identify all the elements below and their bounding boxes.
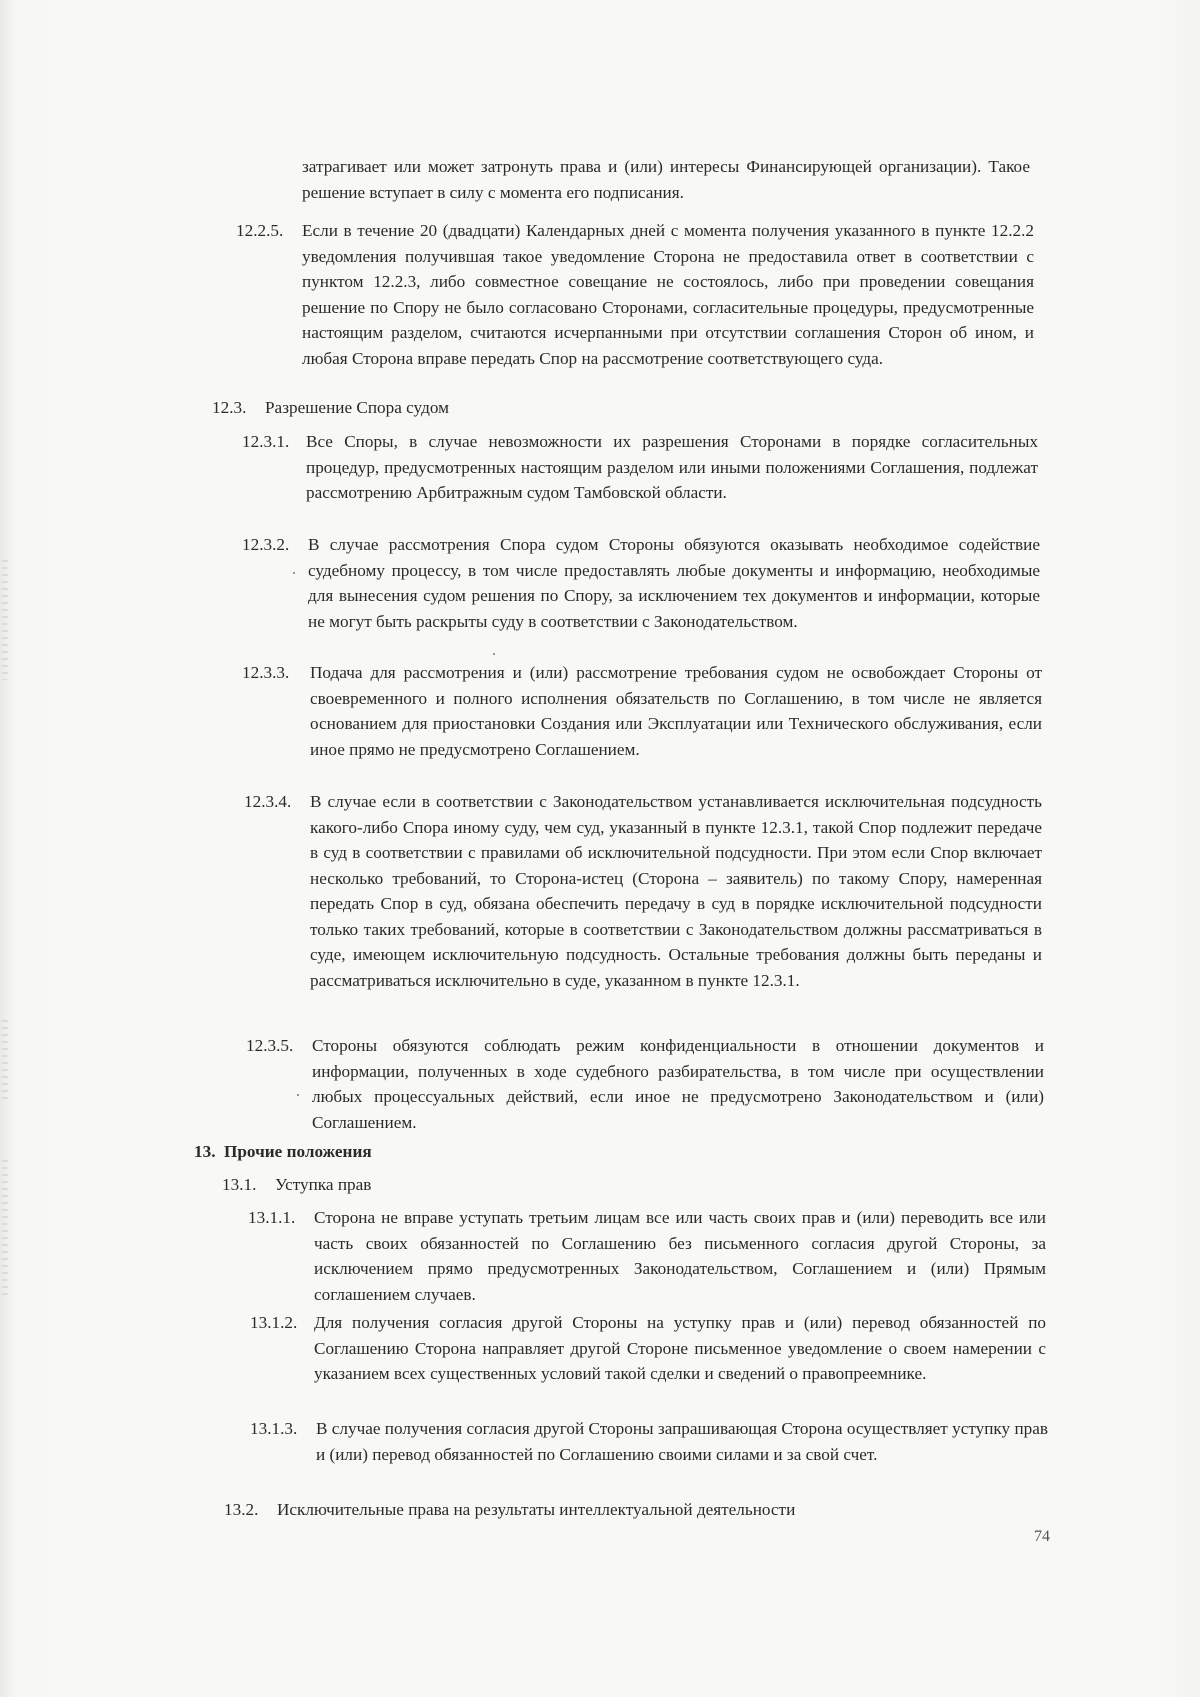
scan-dot	[297, 1094, 299, 1096]
clause-number-12-2-5: 12.2.5.	[236, 221, 284, 240]
clause-text-13-1-1: Сторона не вправе уступать третьим лицам все или часть своих прав и (или) переводить все или часть своих обязанностей по Соглашению без письменного согласия другой Стороны, за исключением прямо предусмотренных Законодательством, Соглашением и (или) Прямым соглашением случаев.	[314, 1208, 1046, 1304]
clause-number-13-1-2: 13.1.2.	[250, 1313, 298, 1332]
clause-text-12-3-2: В случае рассмотрения Спора судом Стороны обязуются оказывать необходимое содействие судебному процессу, в том числе предоставлять любые документы и информацию, необходимые для вынесения судом решения по Спору, за исключением тех документов и информации, которые не могут быть раскрыты суду в соответствии с Законодательством.	[308, 535, 1040, 631]
section-number-12-3: 12.3.	[212, 398, 247, 417]
scan-dot	[493, 653, 495, 655]
section-title-12-3: Разрешение Спора судом	[265, 398, 449, 417]
clause-number-13-1-1: 13.1.1.	[248, 1208, 296, 1227]
section-title-13: Прочие положения	[224, 1142, 372, 1161]
clause-number-12-3-3: 12.3.3.	[242, 663, 290, 682]
clause-number-13-1-3: 13.1.3.	[250, 1419, 298, 1438]
clause-number-12-3-1: 12.3.1.	[242, 432, 290, 451]
scan-edge-artifact	[2, 1020, 8, 1100]
scan-edge-artifact	[2, 1160, 8, 1300]
continuation-paragraph: затрагивает или может затронуть права и (или) интересы Финансирующей организации). Такое решение вступает в силу с момента его подписания.	[302, 157, 1030, 202]
clause-text-12-3-3: Подача для рассмотрения и (или) рассмотрение требования судом не освобождает Стороны от своевременного и полного исполнения обязательств по Соглашению, в том числе не является основанием для приостановки Создания или Эксплуатации или Технического обслуживания, если иное прямо не предусмотрено Соглашением.	[310, 663, 1042, 759]
clause-text-13-1-3: В случае получения согласия другой Стороны запрашивающая Сторона осуществляет уступку прав и (или) перевод обязанностей по Соглашению своими силами и за свой счет.	[316, 1419, 1048, 1464]
page-number: 74	[1034, 1528, 1050, 1545]
section-number-13: 13.	[194, 1142, 216, 1161]
section-number-13-2: 13.2.	[224, 1500, 259, 1519]
section-title-13-2: Исключительные права на результаты интеллектуальной деятельности	[277, 1500, 796, 1519]
scan-edge-artifact	[2, 560, 8, 680]
clause-text-12-3-1: Все Споры, в случае невозможности их разрешения Сторонами в порядке согласительных процедур, предусмотренных настоящим разделом или иными положениями Соглашения, подлежат рассмотрению Арбитражным судом Тамбовской области.	[306, 432, 1038, 502]
scan-dot	[293, 572, 295, 574]
clause-number-12-3-2: 12.3.2.	[242, 535, 290, 554]
clause-text-13-1-2: Для получения согласия другой Стороны на уступку прав и (или) перевод обязанностей по Соглашению Сторона направляет другой Стороне письменное уведомление о своем намерении с указанием всех существенных условий такой сделки и сведений о правопреемнике.	[314, 1313, 1046, 1383]
section-title-13-1: Уступка прав	[275, 1175, 372, 1194]
clause-number-12-3-5: 12.3.5.	[246, 1036, 294, 1055]
clause-text-12-3-4: В случае если в соответствии с Законодательством устанавливается исключительная подсудность какого-либо Спора иному суду, чем суд, указанный в пункте 12.3.1, такой Спор подлежит передаче в суд в соответствии с правилами об исключительной подсудности. При этом если Спор включает несколько требований, то Сторона-истец (Сторона – заявитель) по такому Спору, намеренная передать Спор в суд, обязана обеспечить передачу в суд в порядке исключительной подсудности только таких требований, которые в соответствии с Законодательством должны рассматриваться в суде, имеющем исключительную подсудность. Остальные требования должны быть переданы и рассматриваться исключительно в суде, указанном в пункте 12.3.1.	[310, 792, 1042, 990]
clause-text-12-2-5: Если в течение 20 (двадцати) Календарных дней с момента получения указанного в пункте 12.2.2 уведомления получившая такое уведомление Сторона не предоставила ответ в соответствии с пунктом 12.2.3, либо совместное совещание не состоялось, либо при проведении совещания решение по Спору не было согласовано Сторонами, согласительные процедуры, предусмотренные настоящим разделом, считаются исчерпанными при отсутствии соглашения Сторон об ином, и любая Сторона вправе передать Спор на рассмотрение соответствующего суда.	[302, 221, 1034, 368]
section-number-13-1: 13.1.	[222, 1175, 257, 1194]
clause-text-12-3-5: Стороны обязуются соблюдать режим конфиденциальности в отношении документов и информации, полученных в ходе судебного разбирательства, в том числе при осуществлении любых процессуальных действий, если иное не предусмотрено Законодательством и (или) Соглашением.	[312, 1036, 1044, 1132]
clause-number-12-3-4: 12.3.4.	[244, 792, 292, 811]
